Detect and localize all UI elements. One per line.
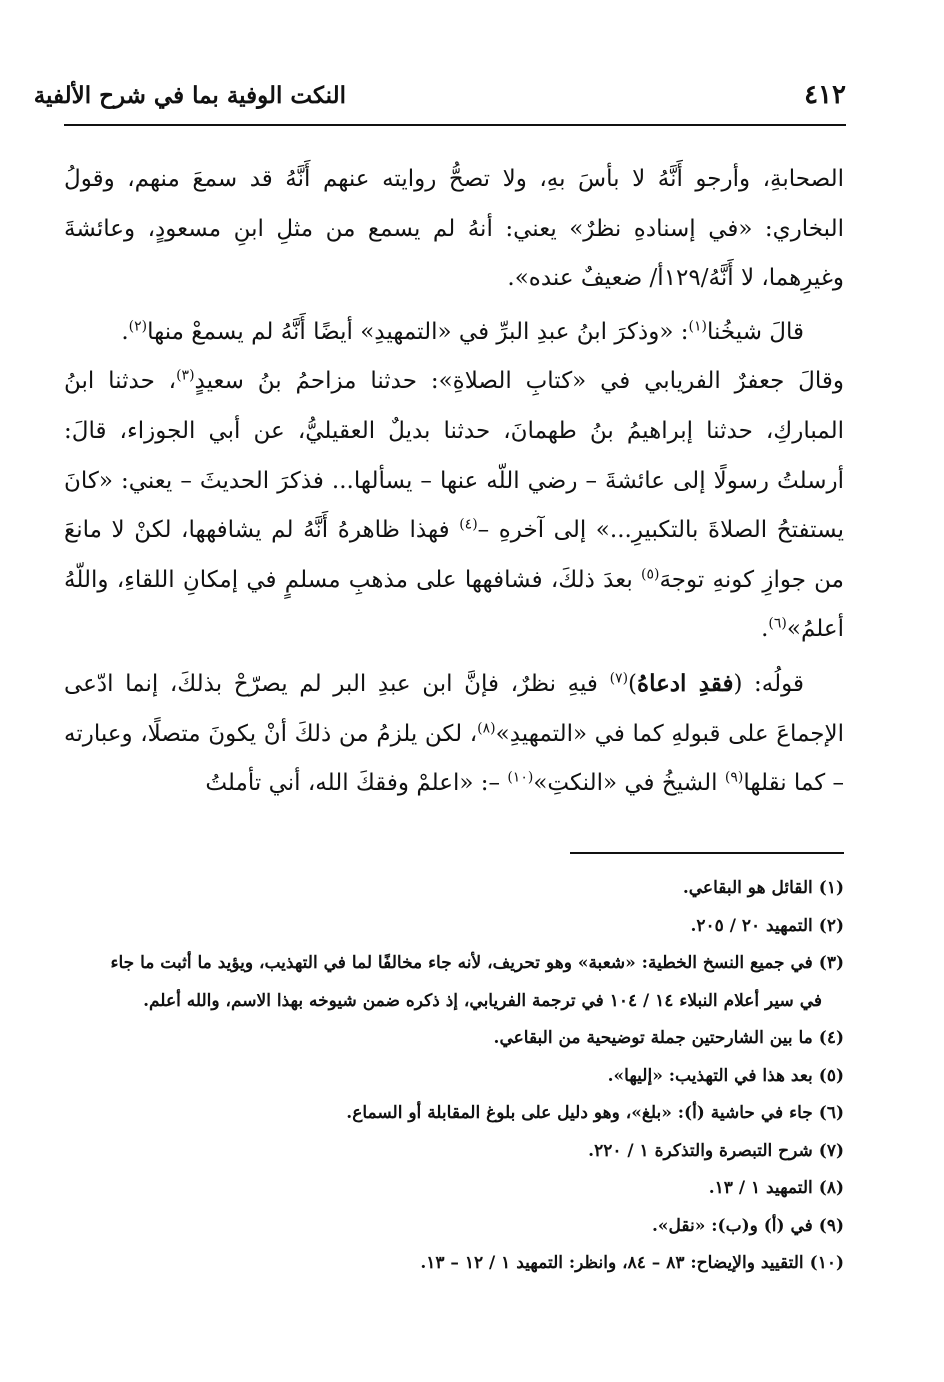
footnote-item [64,1095,844,1133]
running-header [33,78,846,118]
main-text [64,155,844,809]
footnote-ref-8: (٨) [477,719,496,736]
quoted-phrase: فقدِ ادعاهُ [637,669,734,697]
paragraph-3-text-d: بعدَ ذلكَ، فشافهها على مذهبِ مسلمٍ في إمكانِ اللقاءِ، واللّهُ أعلمُ» [64,566,844,643]
footnote-item [64,1208,844,1246]
paragraph-3-text-b: ، حدثنا ابنُ المباركِ، حدثنا إبراهيمُ بنُ طهمانَ، حدثنا بديلٌ العقيليُّ، عن أبي الجوزاء، قالَ: أرسلتُ رسولًا إلى عائشةَ – رضي اللّه عنها – يسألها... فذكرَ الحديثَ – يعني: «كانَ يستفتحُ الصلاةَ بالتكبيرِ...» إلى آخرهِ – [64,368,845,544]
footnote-text: في جميع النسخ الخطية: «شعبة» وهو تحريف، لأنه جاء مخالفًا لما في التهذيب، ويؤيد ما أثبت ما جاء [110,953,813,973]
paragraph-4-text-d: ، لكن يلزمُ من ذلكَ أنْ يكونَ متصلًا، وعبارته – كما نقلها [64,720,844,797]
footnote-ref-10: (١٠) [507,769,534,786]
footnote-ref-5: (٥) [640,566,660,583]
footnote-number: (٧) [818,1140,844,1161]
footnote-item [64,1058,844,1096]
footnotes [64,870,844,1283]
footnote-item [64,908,844,946]
footnote-number: (٣) [818,953,844,973]
paragraph-4-text-f: –: «اعلمْ وفقكَ الله، أني تأملتُ [205,770,508,797]
footnote-text: التقييد والإيضاح: ٨٣ – ٨٤، وانظر: التمهيد ١ / ١٢ – ١٣. [420,1253,804,1273]
footnote-ref-2: (٢) [128,318,148,335]
footnote-text: التمهيد ١ / ١٣. [708,1178,813,1198]
paragraph-4-text-a: قولُه: ( [733,670,805,697]
footnote-text: بعد هذا في التهذيب: «إليها». [607,1065,813,1086]
footnote-number: (٩) [818,1215,844,1236]
paragraph-1 [64,155,844,304]
footnote-ref-1: (١) [688,318,707,335]
footnote-ref-9: (٩) [724,769,744,786]
footnote-number: (٦) [818,1103,844,1123]
footnote-item [64,1133,844,1171]
paragraph-2-text-b: : «وذكرَ ابنُ عبدِ البرِّ في «التمهيدِ» أيضًا أَنَّهُ لم يسمعْ منها [147,318,689,345]
paragraph-1-line-2: البخاري: «في إسنادهِ نظرٌ» يعني: أنهُ لم يسمع من مثلِ ابنِ مسعودٍ، وعائشةَ [64,215,844,242]
footnote-item [64,870,844,908]
footnote-ref-7: (٧) [609,670,629,687]
paragraph-3-text-e: . [761,616,769,643]
paragraph-3-text-c: فهذا ظاهرهُ أَنَّهُ لم يشافهها، لكنْ لا مانعَ من جوازِ كونهِ توجهَ [64,517,845,593]
footnote-divider [570,852,844,854]
footnote-text: في (أ) و(ب): «نقل». [651,1215,813,1236]
paragraph-4-text-c: فيهِ نظرٌ، فإنَّ ابن عبدِ البر لم يصرّحْ بذلكَ، إنما ادّعى الإجماعَ على قبولهِ كما في «التمهيدِ» [64,670,844,747]
footnote-ref-3: (٣) [176,367,195,384]
footnote-continuation: في سير أعلام النبلاء ١٤ / ١٠٤ في ترجمة الفريابي، إذ ذكره ضمن شيوخه بهذا الاسم، والله أعلم. [143,990,822,1011]
footnote-ref-6: (٦) [768,615,787,632]
paragraph-4-text-b: ) [628,670,638,697]
footnote-number: (٨) [818,1178,844,1198]
header-divider [64,124,846,126]
footnote-text: ما بين الشارحتين جملة توضيحية من البقاعي. [493,1028,813,1048]
footnote-number: (١) [818,878,844,898]
running-title: النكت الوفية بما في شرح الألفية [33,82,346,109]
footnote-number: (٥) [818,1065,844,1086]
paragraph-4-text-e: الشيخُ في «النكتِ» [533,770,725,797]
paragraph-1-line-1: الصحابةِ، وأرجو أَنَّهُ لا بأسَ بهِ، ولا تصحُّ روايته عنهم أَنَّهُ قد سمعَ منهم، وقولُ [64,166,844,192]
footnote-number: (٤) [818,1028,844,1048]
paragraph-2-text-a: قالَ شيخُنا [706,318,804,345]
footnote-item [64,945,844,983]
footnote-item [64,1020,844,1058]
footnote-text: القائل هو البقاعي. [682,878,813,898]
paragraph-3-text-a: وقالَ جعفرٌ الفريابي في «كتابِ الصلاةِ»: حدثنا مزاحمُ بنُ سعيدٍ [194,368,844,395]
footnote-text: التمهيد ٢٠ / ٢٠٥. [690,915,813,936]
footnote-number: (١٠) [809,1253,844,1273]
paragraph-1-line-3: وغيرِهما، لا أَنَّهُ/١٢٩أ/ ضعيفٌ عنده». [507,265,844,292]
footnote-item [64,1245,844,1283]
paragraph-3 [64,357,844,655]
footnote-text: شرح التبصرة والتذكرة ١ / ٢٢٠. [588,1140,813,1161]
paragraph-2-text-c: . [121,318,129,345]
page-number: ٤١٢ [804,80,846,110]
paragraph-4 [64,659,844,809]
footnote-text: جاء في حاشية (أ): «بلغ»، وهو دليل على بلوغ المقابلة أو السماع. [346,1103,813,1123]
footnote-number: (٢) [818,915,844,936]
footnote-item [64,1170,844,1208]
paragraph-2 [64,308,844,358]
footnote-ref-4: (٤) [459,516,478,533]
